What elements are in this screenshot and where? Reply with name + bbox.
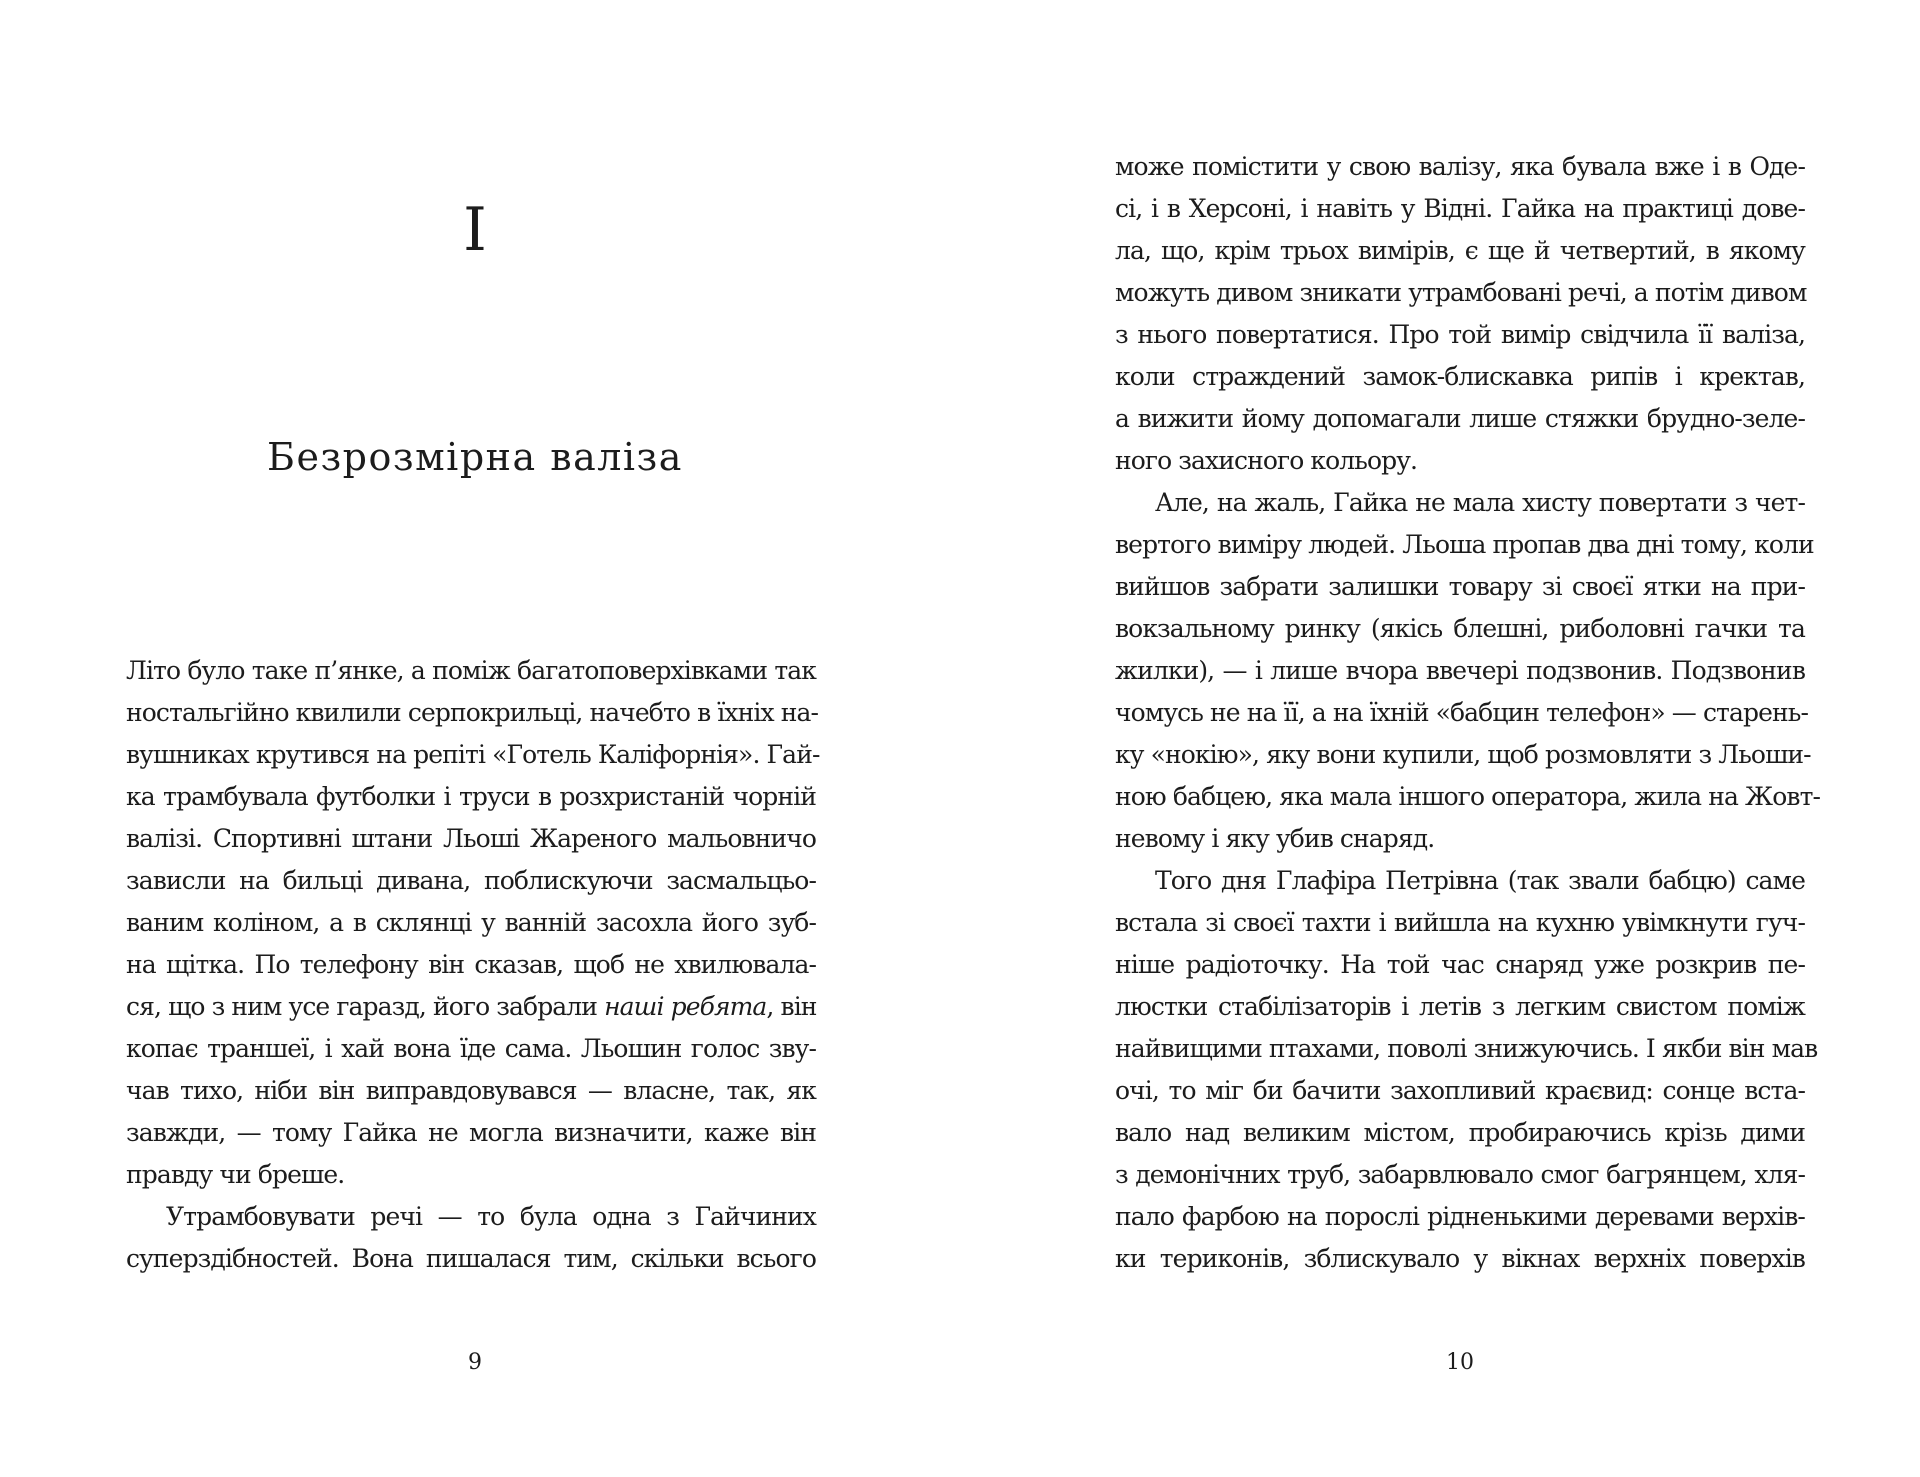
text-line: ка трамбувала футболки і труси в розхристаній чорній [126, 782, 816, 811]
text-line: ного захисного кольору. [1115, 446, 1418, 475]
page-number: 10 [1446, 1350, 1474, 1375]
text-line: вокзальному ринку (якісь блешні, риболовні гачки та [1115, 614, 1805, 643]
text-line: на щітка. По телефону він сказав, щоб не хвилювала- [126, 950, 816, 979]
text-line: валізі. Спортивні штани Льоші Жареного мальовничо [126, 824, 816, 853]
text-line: може помістити у свою валізу, яка бувала вже і в Оде- [1115, 152, 1805, 181]
right-page [960, 0, 1920, 1477]
text-line: ніше радіоточку. На той час снаряд уже розкрив пе- [1115, 950, 1805, 979]
text-line: завжди, — тому Гайка не могла визначити, каже він [126, 1118, 816, 1147]
text-line: Того дня Глафіра Петрівна (так звали бабцю) саме [1155, 866, 1805, 895]
text-line: з нього повертатися. Про той вимір свідчила її валіза, [1115, 320, 1805, 349]
text-line: ки териконів, зблискувало у вікнах верхніх поверхів [1115, 1244, 1805, 1273]
text-line: можуть дивом зникати утрамбовані речі, а потім дивом [1115, 278, 1807, 307]
text-line: з демонічних труб, забарвлювало смог багрянцем, хля- [1115, 1160, 1805, 1189]
text-line: найвищими птахами, поволі знижуючись. І якби він мав [1115, 1034, 1818, 1063]
page-number: 9 [468, 1350, 482, 1375]
text-line: вало над великим містом, пробираючись крізь дими [1115, 1118, 1805, 1147]
text-line: Але, на жаль, Гайка не мала хисту повертати з чет- [1155, 488, 1805, 517]
text-segment: , він [766, 992, 817, 1021]
text-line: люстки стабілізаторів і летів з легким свистом поміж [1115, 992, 1805, 1021]
text-line: ваним коліном, а в склянці у ванній засохла його зуб- [126, 908, 816, 937]
text-segment: ся, що з ним усе гаразд, його забрали [126, 992, 598, 1021]
text-line: пало фарбою на порослі рідненькими деревами верхів- [1115, 1202, 1805, 1231]
text-line: очі, то міг би бачити захопливий краєвид: сонце вста- [1115, 1076, 1805, 1105]
text-line: невому і яку убив снаряд. [1115, 824, 1435, 853]
text-line: вертого виміру людей. Льоша пропав два дні тому, коли [1115, 530, 1814, 559]
text-line: жилки), — і лише вчора ввечері подзвонив. Подзвонив [1115, 656, 1805, 685]
text-line: копає траншеї, і хай вона їде сама. Льошин голос зву- [126, 1034, 816, 1063]
text-line: Утрамбовувати речі — то була одна з Гайчиних [166, 1202, 816, 1231]
text-line: ку «нокію», яку вони купили, щоб розмовляти з Льоши- [1115, 740, 1811, 769]
text-line: ною бабцею, яка мала іншого оператора, жила на Жовт- [1115, 782, 1821, 811]
chapter-title: Безрозмірна валіза [267, 435, 683, 479]
text-line: чав тихо, ніби він виправдовувався — власне, так, як [126, 1076, 816, 1105]
italic-phrase: наші ребята [604, 992, 767, 1021]
left-page-text [126, 650, 820, 1280]
text-line: вушниках крутився на репіті «Готель Каліфорнія». Гай- [126, 740, 820, 769]
text-line [126, 986, 816, 1028]
text-line: суперздібностей. Вона пишалася тим, скільки всього [126, 1244, 816, 1273]
text-line: чомусь не на її, а на їхній «бабцин телефон» — старень- [1115, 698, 1809, 727]
text-line: встала зі своєї тахти і вийшла на кухню увімкнути гуч- [1115, 908, 1805, 937]
text-line: Літо було таке п’янке, а поміж багатоповерхівками так [126, 656, 816, 685]
text-line: сі, і в Херсоні, і навіть у Відні. Гайка на практиці дове- [1115, 194, 1805, 223]
chapter-number: I [463, 195, 487, 265]
text-line: а вижити йому допомагали лише стяжки брудно-зеле- [1115, 404, 1805, 433]
text-line: зависли на бильці дивана, поблискуючи засмальцьо- [126, 866, 816, 895]
text-line: вийшов забрати залишки товару зі своєї ятки на при- [1115, 572, 1805, 601]
text-line: ностальгійно квилили серпокрильці, начебто в їхніх на- [126, 698, 819, 727]
text-line: коли страждений замок-блискавка рипів і кректав, [1115, 362, 1805, 391]
text-line: ла, що, крім трьох вимірів, є ще й четвертий, в якому [1115, 236, 1805, 265]
right-page-text [1115, 146, 1821, 1280]
text-line: правду чи бреше. [126, 1160, 345, 1189]
